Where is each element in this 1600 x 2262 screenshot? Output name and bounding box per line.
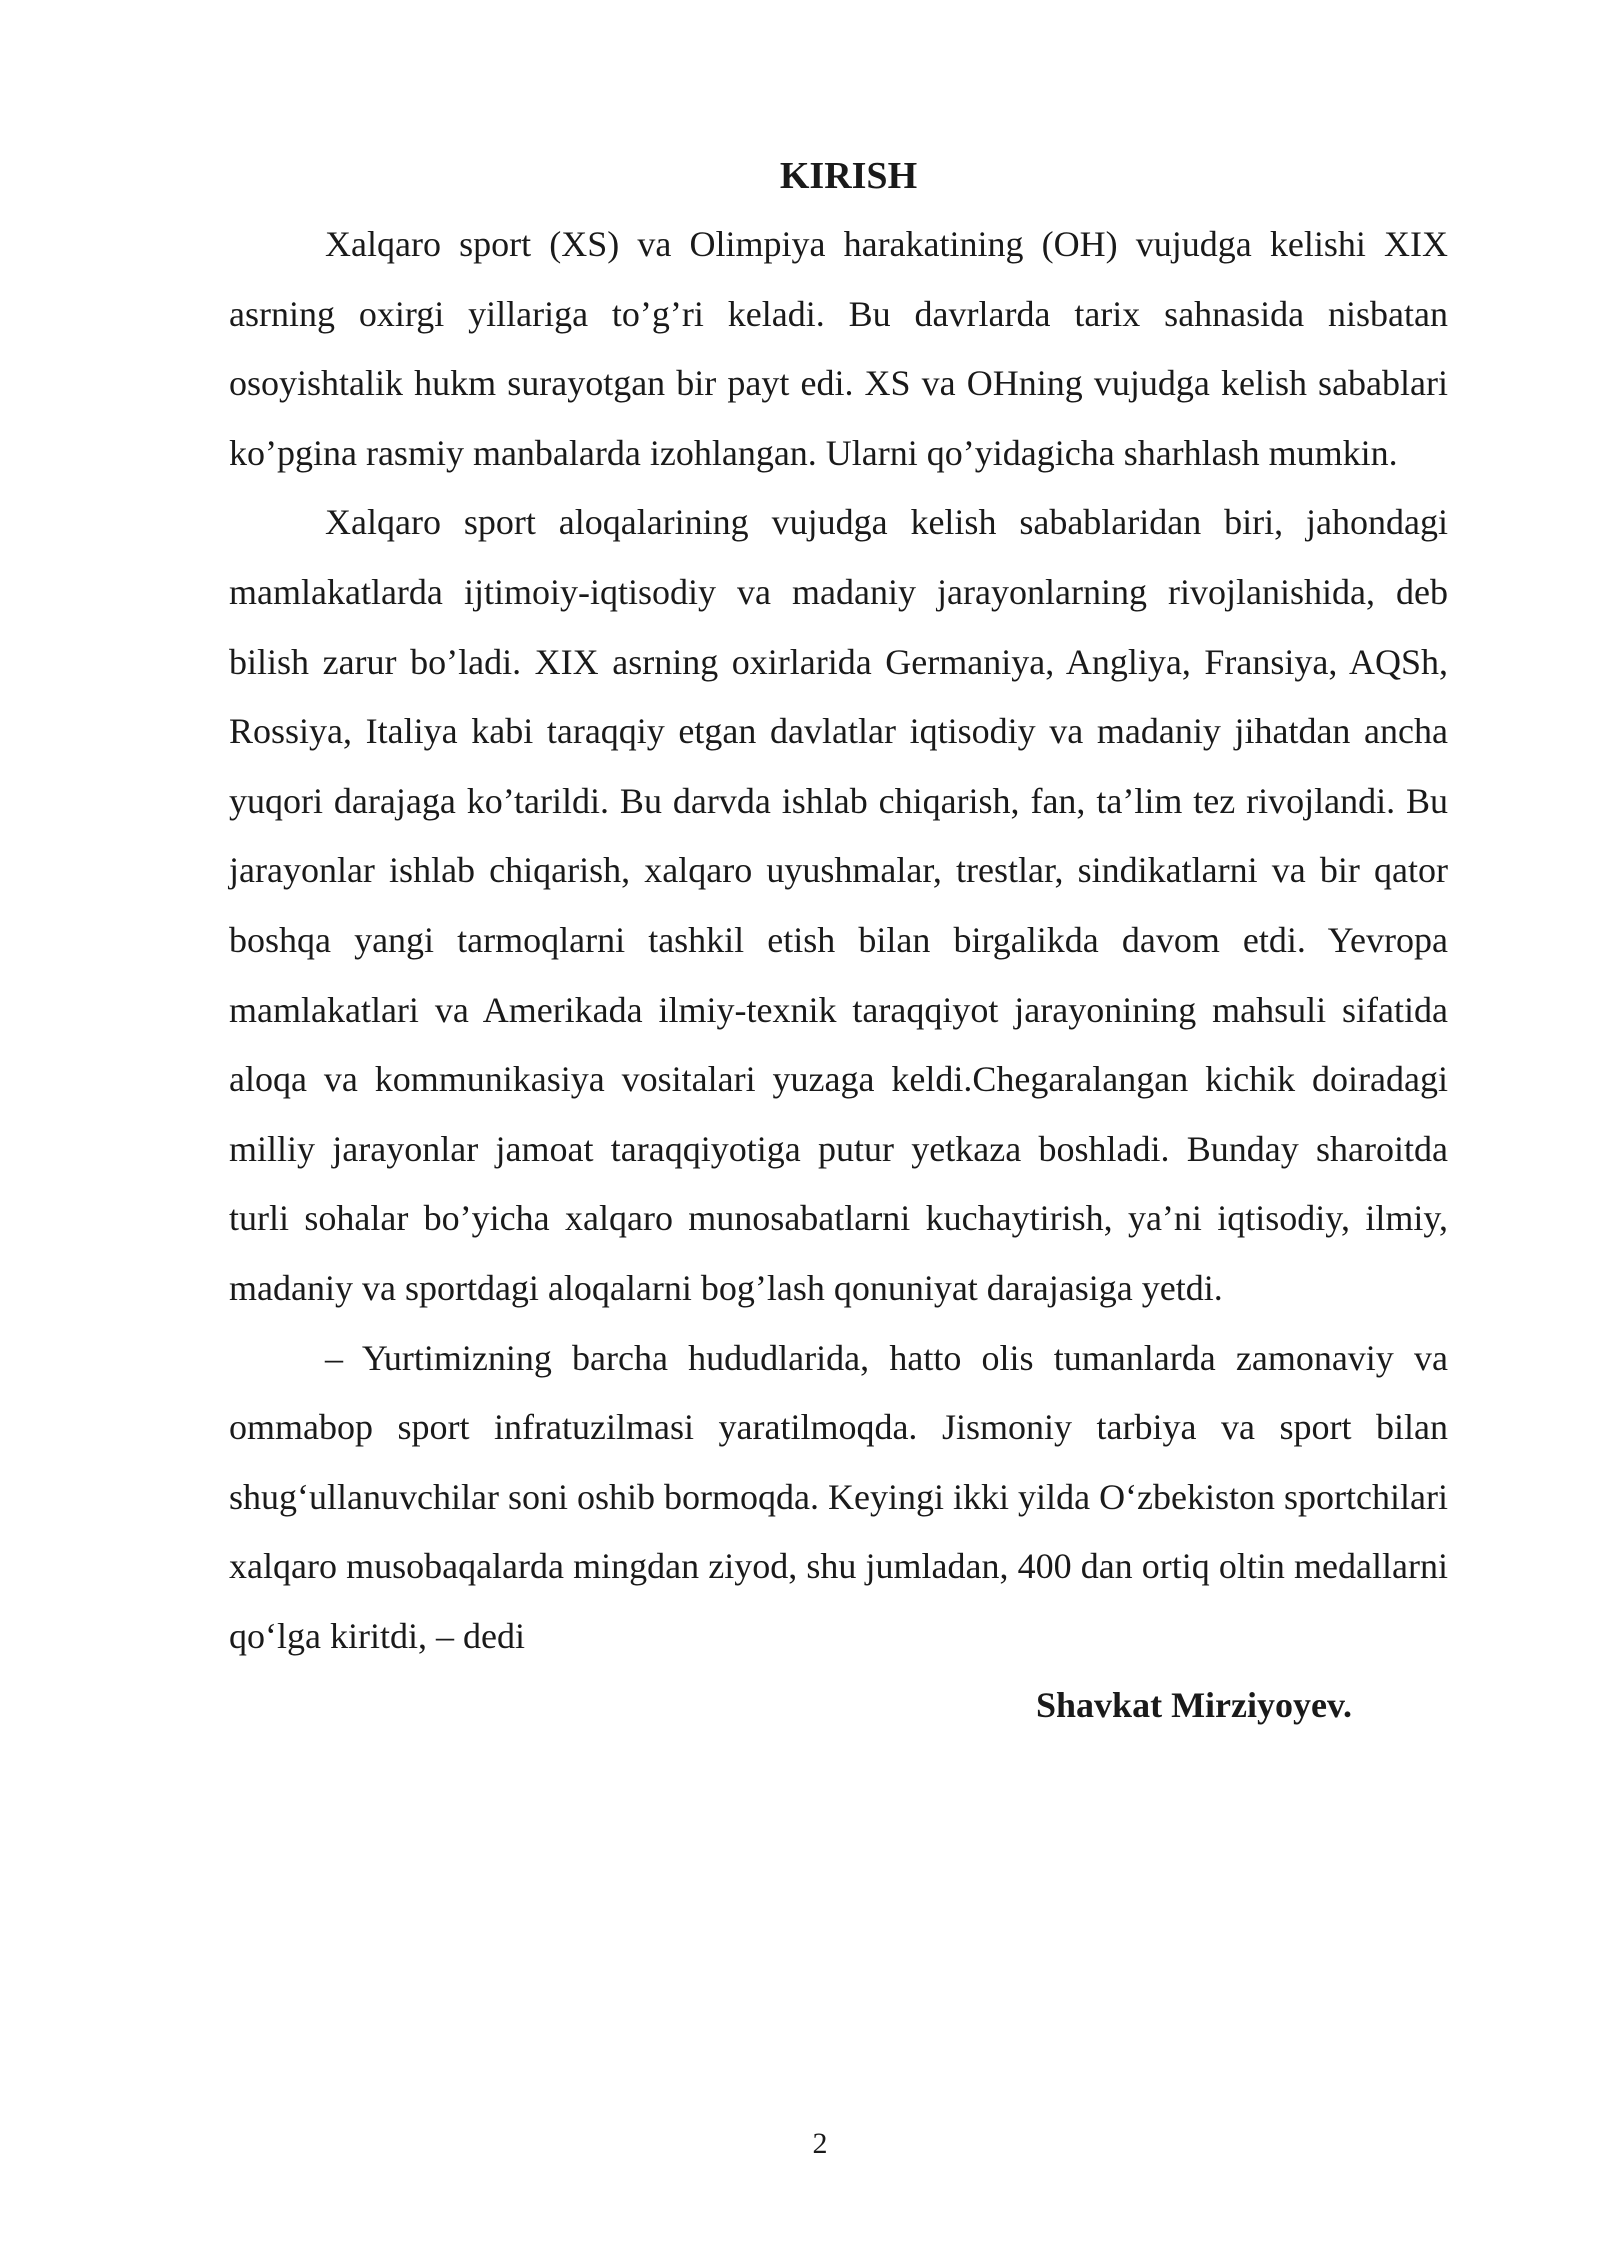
paragraph-2: Xalqaro sport aloqalarining vujudga kelish sabablaridan biri, jahondagi mamlakatlarda ijtimoiy-iqtisodiy va madaniy jarayonlarning rivojlanishida, deb bilish zarur bo’ladi. XIX asrning oxirlarida Germaniya, Angliya, Fransiya, AQSh, Rossiya, Italiya kabi taraqqiy etgan davlatlar iqtisodiy va madaniy jihatdan ancha yuqori darajaga ko’tarildi. Bu darvda ishlab chiqarish, fan, ta’lim tez rivojlandi. Bu jarayonlar ishlab chiqarish, xalqaro uyushmalar, trestlar, sindikatlarni va bir qator boshqa yangi tarmoqlarni tashkil etish bilan birgalikda davom etdi. Yevropa mamlakatlari va Amerikada ilmiy-texnik taraqqiyot jarayonining mahsuli sifatida aloqa va kommunikasiya vositalari yuzaga keldi.Chegaralangan kichik doiradagi milliy jarayonlar jamoat taraqqiyotiga putur yetkaza boshladi. Bunday sharoitda turli sohalar bo’yicha xalqaro munosabatlarni kuchaytirish, ya’ni iqtisodiy, ilmiy, madaniy va sportdagi aloqalarni bog’lash qonuniyat darajasiga yetdi. — [229, 502, 1448, 1308]
section-title: KIRISH — [779, 155, 918, 197]
document-page — [229, 150, 1448, 1741]
quote-author-signature: Shavkat Mirziyoyev. — [1036, 1685, 1352, 1726]
page-number: 2 — [812, 2127, 828, 2160]
paragraph-3-quote: – Yurtimizning barcha hududlarida, hatto olis tumanlarda zamonaviy va ommabop sport infratuzilmasi yaratilmoqda. Jismoniy tarbiya va sport bilan shug‘ullanuvchilar soni oshib bormoqda. Keyingi ikki yilda O‘zbekiston sportchilari xalqaro musobaqalarda mingdan ziyod, shu jumladan, 400 dan ortiq oltin medallarni qo‘lga kiritdi, – dedi — [229, 1337, 1448, 1656]
paragraph-1: Xalqaro sport (XS) va Olimpiya harakatining (OH) vujudga kelishi XIX asrning oxirgi yillariga to’g’ri keladi. Bu davrlarda tarix sahnasida nisbatan osoyishtalik hukm surayotgan bir payt edi. XS va OHning vujudga kelish sabablari ko’pgina rasmiy manbalarda izohlangan. Ularni qo’yidagicha sharhlash mumkin. — [229, 224, 1448, 473]
